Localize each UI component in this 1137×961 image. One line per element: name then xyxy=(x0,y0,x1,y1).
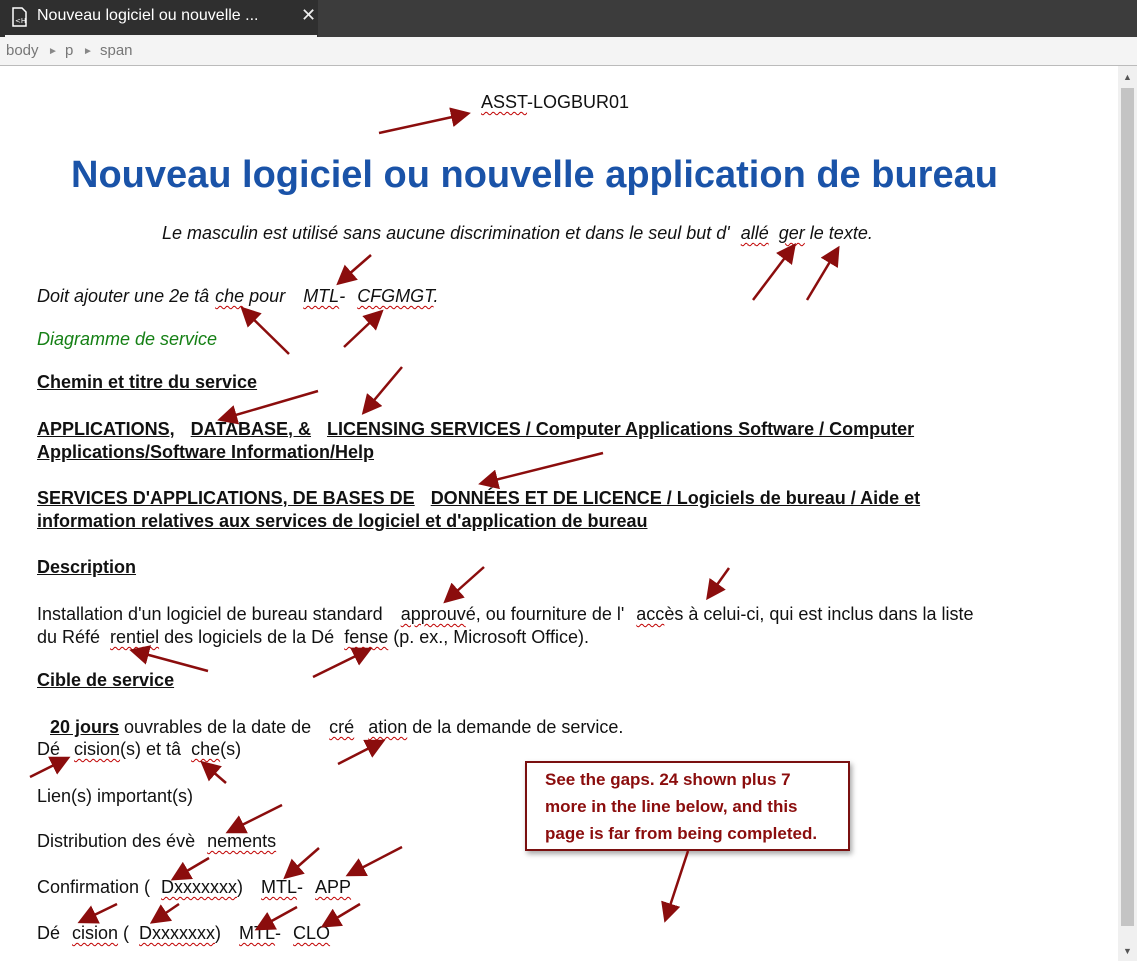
description-line-2: du Réfé rentiel des logiciels de la Dé fense (p. ex., Microsoft Office). xyxy=(37,627,589,647)
scroll-up-icon[interactable]: ▲ xyxy=(1123,72,1132,82)
path-french-line-2: information relatives aux services de logiciel et d'application de bureau xyxy=(37,511,648,531)
task-note: Doit ajouter une 2e tâ che pour MTL- CFGMGT. xyxy=(37,286,439,306)
decision-line: Dé cision ( Dxxxxxxx) MTL- CLO xyxy=(37,923,331,943)
service-target-value: 20 jours ouvrables de la date de cré ation de la demande de service. xyxy=(50,717,624,737)
confirmation-line: Confirmation ( Dxxxxxxx) MTL- APP xyxy=(37,877,352,897)
close-icon[interactable]: ✕ xyxy=(301,5,317,25)
file-code-icon xyxy=(12,7,27,27)
path-heading: Chemin et titre du service xyxy=(37,372,258,392)
breadcrumb-item-span[interactable]: span xyxy=(100,42,133,59)
element-breadcrumb xyxy=(0,37,1137,66)
decisions-tasks: Dé cision(s) et tâ che(s) xyxy=(37,739,242,759)
scrollbar-thumb[interactable] xyxy=(1121,88,1134,926)
description-heading: Description xyxy=(37,557,137,577)
tab-bar xyxy=(0,0,1137,37)
chevron-right-icon: ► xyxy=(48,46,58,57)
annotation-callout: See the gaps. 24 shown plus 7 more in the line below, and this page is far from being completed. xyxy=(525,761,850,851)
important-links: Lien(s) important(s) xyxy=(37,786,194,806)
page-title: Nouveau logiciel ou nouvelle application de bureau xyxy=(71,154,998,196)
breadcrumb-item-p[interactable]: p xyxy=(65,42,74,59)
chevron-right-icon: ► xyxy=(83,46,93,57)
document-tab[interactable] xyxy=(0,0,318,37)
description-line-1: Installation d'un logiciel de bureau standard approuvé, ou fourniture de l' accès à celui-ci, qui est inclus dans la liste xyxy=(37,604,974,624)
gender-note: Le masculin est utilisé sans aucune discrimination et dans le seul but d' allé ger le texte. xyxy=(162,223,873,243)
svg-text:<H: <H xyxy=(15,17,27,25)
vertical-scrollbar[interactable] xyxy=(1118,66,1137,961)
document-code: ASST-LOGBUR01 xyxy=(481,92,630,112)
path-english-line-1: APPLICATIONS, DATABASE, & LICENSING SERVICES / Computer Applications Software / Computer xyxy=(37,419,915,439)
event-distribution: Distribution des évè nements xyxy=(37,831,277,851)
service-diagram-link[interactable]: Diagramme de service xyxy=(37,329,218,349)
tab-title: Nouveau logiciel ou nouvelle ... xyxy=(37,7,259,24)
breadcrumb-item-body[interactable]: body xyxy=(6,42,39,59)
service-target-heading: Cible de service xyxy=(37,670,175,690)
path-english-line-2: Applications/Software Information/Help xyxy=(37,442,375,462)
scroll-down-icon[interactable]: ▼ xyxy=(1123,946,1132,956)
path-french-line-1: SERVICES D'APPLICATIONS, DE BASES DE DONNÉES ET DE LICENCE / Logiciels de bureau / Aide et xyxy=(37,488,921,508)
